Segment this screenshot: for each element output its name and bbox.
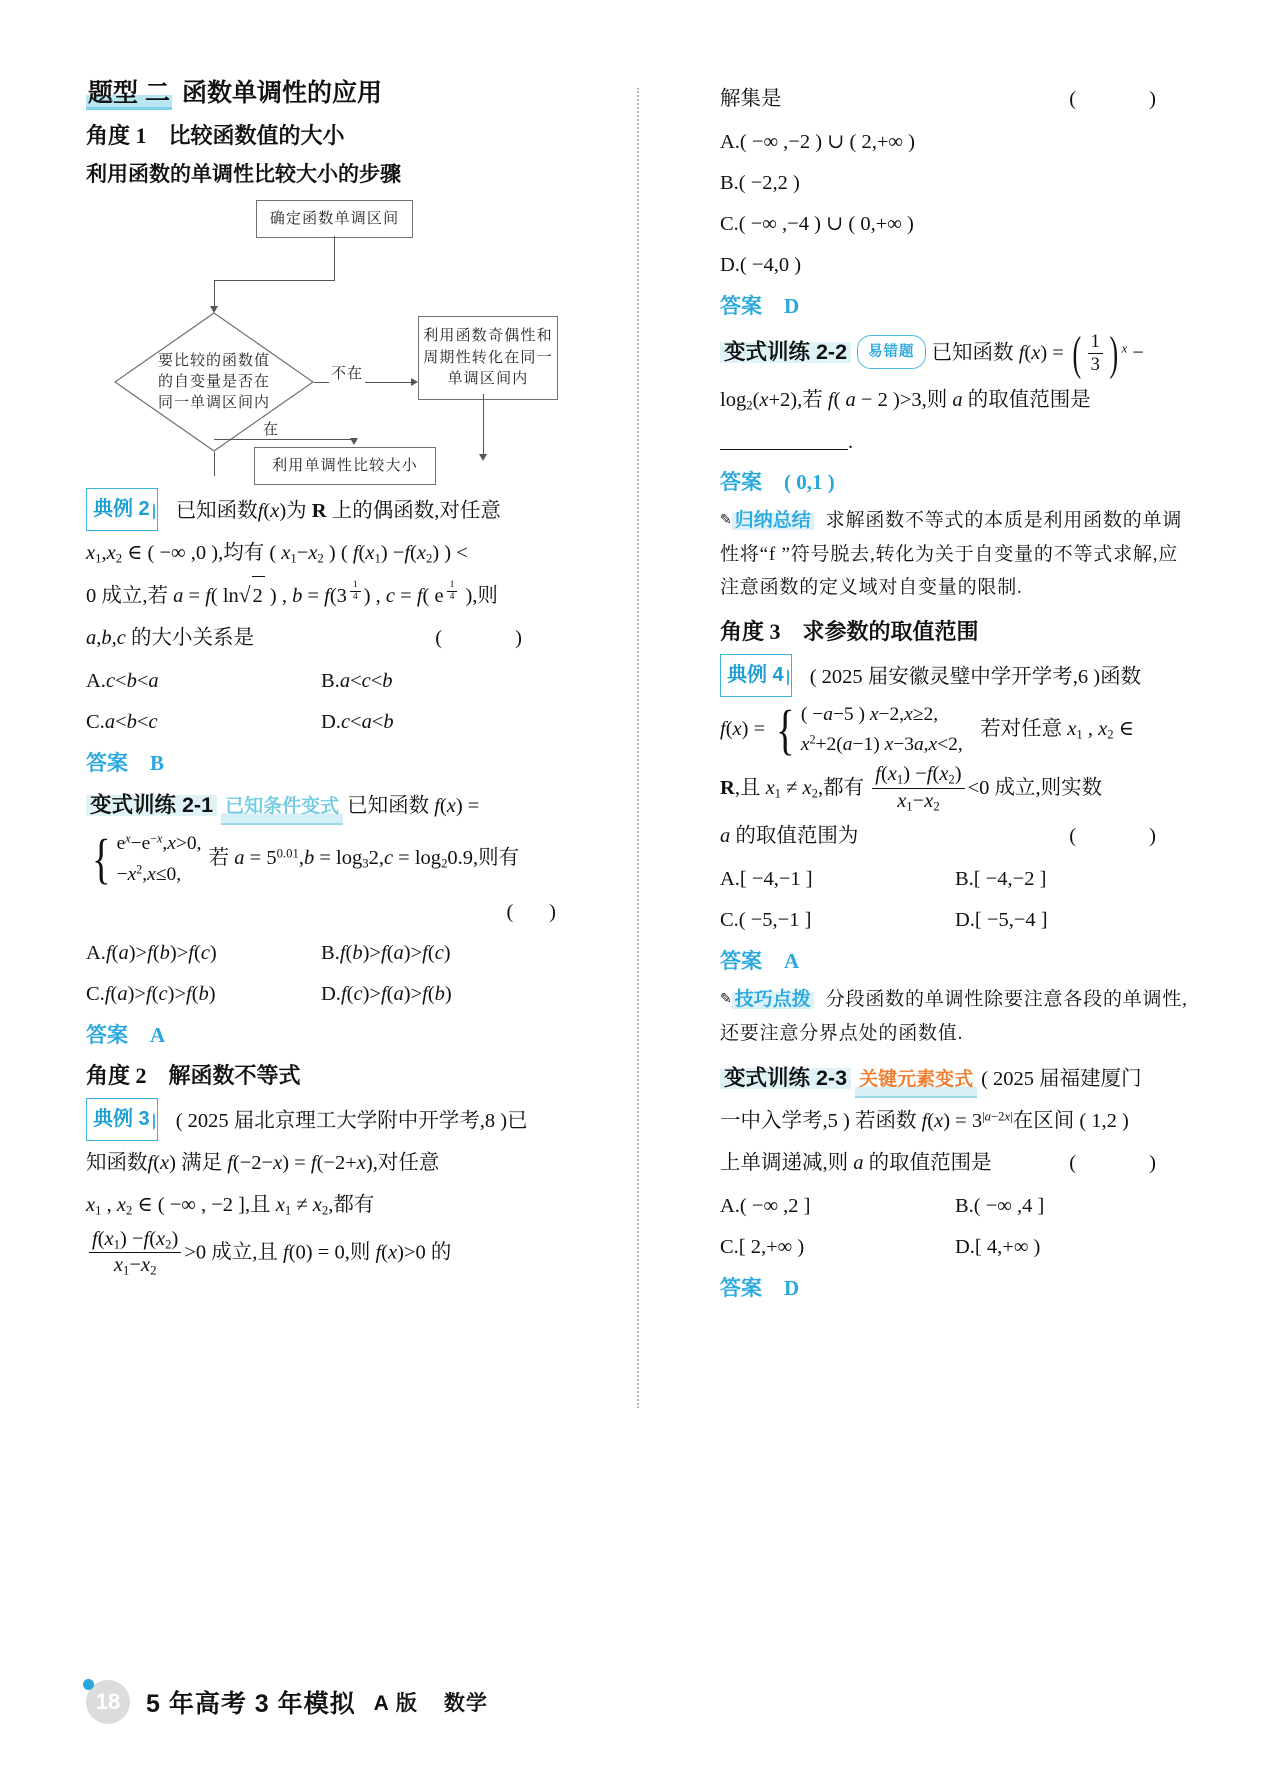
brace-icon: {: [776, 698, 795, 760]
variant-2-3-body: 一中入学考,5 ) 若函数 $f(x) = 3^{|a-2x|}$在区间 ( 1,2 ): [720, 1109, 1129, 1133]
variant-2-1-options-row2: [86, 974, 556, 1015]
answer-paren: ( ): [1069, 1152, 1190, 1175]
answer-label: 答案: [720, 950, 762, 974]
flow-connector: [483, 394, 484, 457]
piecewise-row-1: $e^x-e^{-x},x>0$,: [116, 832, 202, 855]
example-3-text-a: 知函数: [86, 1151, 148, 1174]
example-2-text-f: ,则: [472, 585, 498, 608]
brace-icon: {: [91, 828, 111, 890]
variant-2-1-intro: 已知函数: [347, 795, 430, 818]
option-c[interactable]: C.[ 2,+∞ ): [720, 1236, 805, 1259]
sqrt-2: √ 2: [239, 576, 265, 617]
flow-decision: [114, 312, 314, 452]
summary-box: [720, 504, 1190, 604]
angle-2-number: 角度 2: [86, 1062, 147, 1088]
answer-label: 答案: [720, 294, 762, 318]
example-3-text-b: 满足: [181, 1151, 223, 1174]
summary-text: 求解函数不等式的本质是利用函数的单调性将“f ”符号脱去,转化为关于自变量的不等式求解,应注意函数的定义域对自变量的限制.: [720, 510, 1183, 599]
difference-quotient: $\frac{f(x_1) -f(x_2)}{x_1-x_2}$: [872, 762, 964, 814]
option-d[interactable]: D.c<a<b: [321, 711, 394, 734]
example-3-text-g: ,则: [344, 1241, 371, 1264]
example-3-option-d[interactable]: D.( −4,0 ): [720, 253, 802, 276]
example-3-badge: 典例 3: [86, 1098, 158, 1141]
example-3-text-h: >0 的: [403, 1241, 452, 1264]
example-2-text-d: ,均有: [218, 542, 265, 565]
option-b[interactable]: B.f(b)>f(a)>f(c): [321, 941, 451, 964]
answer-value: A: [784, 949, 800, 974]
example-3-badge-wrap: [86, 1098, 170, 1142]
example-4: [720, 654, 1190, 698]
angle-3-heading: [720, 615, 1190, 646]
variant-2-1-answer: [86, 1019, 556, 1049]
footer-edition: A 版: [373, 1692, 418, 1715]
flow-arrow: [479, 454, 487, 461]
example-3-text-c: ,对任意: [372, 1151, 440, 1174]
variant-2-3: [720, 1060, 1190, 1098]
example-4-options-row1: [720, 859, 1190, 900]
substep-title: 利用函数的单调性比较大小的步骤: [86, 163, 401, 187]
fill-in-blank[interactable]: [720, 428, 848, 450]
angle-1-number: 角度 1: [86, 123, 147, 149]
variant-2-1-pill: 已知条件变式: [221, 791, 343, 825]
example-2-badge-wrap: [86, 488, 170, 532]
continued-stem-text: 解集是: [720, 88, 782, 110]
variant-2-1-body: { $e^x-e^{-x},x>0$, $-x^2,x\le 0$, 若 $a = 5^{0.01},b = \log_32,c = \log_20.9$,则有: [86, 829, 556, 889]
column-divider: [637, 88, 639, 1408]
flow-connector: [214, 439, 354, 440]
flow-connector: [214, 280, 215, 308]
accent-dot-icon: [83, 1679, 94, 1690]
page-number: [86, 1680, 130, 1724]
angle-1-heading: [86, 119, 556, 150]
variant-2-3-tail: 上单调递减,则 a 的取值范围是 ( ): [720, 1144, 1190, 1184]
variant-2-3-tag: 变式训练 2-3: [720, 1065, 851, 1091]
variant-2-3-tail-a: 上单调递减,则: [720, 1152, 849, 1175]
example-4-piecewise-line: f(x) = { ( −a−5 ) x−2,x≥2, $x^2+2(a-1)$ x−3a,x<2, 若对任意 $x_1$ , $x_2$ ∈: [720, 698, 1134, 760]
example-3-option-b[interactable]: B.( −2,2 ): [720, 171, 800, 194]
example-2-line3: 0 成立,若 a = f( ln √ 2 ) , b = f(3 $^{\frac{1}{4}}$ ) , c = f( e $^{\frac{1}{4}}$ ),则: [86, 576, 556, 617]
example-4-source: ( 2025 届安徽灵璧中学开学考,6 )函数: [809, 665, 1142, 688]
piecewise-function: [772, 700, 963, 760]
variant-2-2-intro: 已知函数: [931, 341, 1014, 364]
example-3-line2: $x_1$ , $x_2$ ∈ ( −∞ , −2 ],且 $x_1 \ne x_2$,都有: [86, 1193, 375, 1218]
example-3-line3: $\frac{f(x_1) -f(x_2)}{x_1-x_2}$ >0 成立,且 f(0) = 0,则 f(x)>0 的: [86, 1228, 556, 1280]
flow-box-right: 利用函数奇偶性和周期性转化在同一单调区间内: [418, 316, 558, 400]
option-a[interactable]: A.f(a)>f(b)>f(c): [86, 941, 217, 964]
variant-2-3-options-row2: [720, 1227, 1190, 1268]
section-heading: [86, 78, 556, 109]
page-footer: [86, 1680, 488, 1724]
continued-stem: [720, 80, 1190, 120]
flow-box-start: 确定函数单调区间: [256, 200, 413, 238]
footer-subject: 数学: [443, 1692, 488, 1715]
piecewise-row-1: ( −a−5 ) x−2,x≥2,: [800, 703, 939, 725]
flow-label-yes: 在: [261, 418, 281, 439]
option-a[interactable]: A.( −∞ ,2 ]: [720, 1195, 811, 1218]
variant-2-3-tail-b: 的取值范围是: [868, 1152, 992, 1175]
example-4-badge-wrap: [720, 654, 804, 698]
example-2-badge: 典例 2: [86, 488, 158, 531]
variant-2-2: 变式训练 2-2 易错题 已知函数 f(x) = ( $\frac{1}{3}$ ) $^x$ −: [720, 330, 1190, 377]
example-2-line2: $x_1,x_2$ ∈ ( −∞ ,0 ),均有 ( $x_1-x_2$ ) ( $f(x_1) -f(x_2)$ ) <: [86, 542, 468, 566]
answer-value: D: [784, 1276, 800, 1301]
flow-arrow: [350, 438, 358, 445]
tip-box: [720, 983, 1190, 1050]
option-c[interactable]: C.a<b<c: [86, 711, 158, 734]
flow-label-no: 不在: [329, 362, 365, 383]
difference-quotient: $\frac{f(x_1) -f(x_2)}{x_1-x_2}$: [89, 1227, 181, 1279]
answer-value: D: [784, 293, 800, 318]
left-column: [86, 78, 556, 1282]
piecewise-rows: [801, 700, 963, 760]
example-3-source: ( 2025 届北京理工大学附中开学考,8 )已: [175, 1109, 528, 1132]
example-4-answer: [720, 945, 1190, 975]
variant-2-3-pill: 关键元素变式: [855, 1064, 977, 1098]
example-3-text-e: ,都有: [328, 1193, 375, 1216]
example-4-options-row2: [720, 900, 1190, 941]
example-4-text-c: ,且: [734, 776, 761, 799]
variant-2-2-body: $\log_2(x+2)$,若 f( a − 2 )>3,则 a 的取值范围是: [720, 388, 1091, 413]
option-d[interactable]: D.[ −5,−4 ]: [955, 909, 1048, 932]
example-2-line4: a,b,c 的大小关系是 ( ): [86, 619, 556, 659]
variant-2-2-pill: 易错题: [857, 335, 926, 369]
answer-paren: ( ): [435, 627, 556, 650]
variant-2-2-text-c: >3,则: [899, 388, 948, 411]
example-2-options-row2: [86, 702, 556, 743]
example-2-answer: [86, 747, 556, 777]
variant-2-2-text-b: ,若: [797, 388, 823, 411]
example-4-text-b: ∈: [1118, 717, 1134, 740]
flowchart: [86, 194, 556, 484]
tip-text: 分段函数的单调性除要注意各段的单调性,还要注意分界点处的函数值.: [720, 989, 1188, 1044]
angle-3-text: 求参数的取值范围: [802, 618, 979, 644]
angle-1-text: 比较函数值的大小: [168, 123, 345, 149]
option-c[interactable]: C.f(a)>f(c)>f(b): [86, 982, 216, 1005]
variant-2-1-paren: ( ): [506, 900, 556, 923]
option-b[interactable]: B.a<c<b: [321, 670, 393, 693]
example-4-range-line: a 的取值范围为 ( ): [720, 817, 1190, 857]
example-3-option-a[interactable]: A.( −∞ ,−2 ) ∪ ( 2,+∞ ): [720, 130, 915, 153]
section-tag: 题型 二: [86, 79, 172, 110]
variant-2-2-answer: [720, 466, 1190, 496]
piecewise-rows: [117, 829, 202, 889]
answer-label: 答案: [86, 1023, 128, 1047]
summary-head: 归纳总结: [732, 510, 814, 531]
option-d[interactable]: D.[ 4,+∞ ): [955, 1236, 1041, 1259]
answer-value: ( 0,1 ): [784, 470, 835, 495]
example-4-badge: 典例 4: [720, 654, 792, 697]
variant-2-1-options-row1: [86, 933, 556, 974]
right-column: [720, 78, 1190, 1308]
answer-value: B: [150, 751, 165, 776]
page-number-value: 18: [95, 1689, 121, 1714]
flow-connector: [214, 452, 215, 476]
example-3-text-d: ,且: [245, 1193, 271, 1216]
pen-icon: ✎: [720, 513, 732, 529]
example-3-option-c[interactable]: C.( −∞ ,−4 ) ∪ ( 0,+∞ ): [720, 212, 914, 235]
example-2-text-a: 已知函数: [175, 500, 258, 523]
example-3-answer: [720, 290, 1190, 320]
variant-2-3-options-row1: [720, 1186, 1190, 1227]
variant-2-3-mid: 在区间 ( 1,2 ): [1012, 1110, 1129, 1133]
example-2-text-b: 为: [286, 500, 307, 523]
example-2: 典例 2 已知函数f(x)为 R 上的偶函数,对任意: [86, 488, 556, 532]
option-a[interactable]: A.[ −4,−1 ]: [720, 868, 813, 891]
answer-value: A: [150, 1022, 166, 1047]
flow-box-end: 利用单调性比较大小: [254, 447, 436, 485]
section-title: 函数单调性的应用: [181, 79, 382, 107]
angle-2-text: 解函数不等式: [168, 1062, 301, 1088]
example-4-text-e: <0 成立,则实数: [967, 776, 1103, 799]
example-2-text-e: 成立,若: [101, 585, 168, 608]
two-column-layout: [86, 78, 1190, 1438]
variant-2-2-tag: 变式训练 2-2: [720, 339, 851, 365]
option-c[interactable]: C.( −5,−1 ]: [720, 909, 812, 932]
flow-decision-label: 要比较的函数值的自变量是否在同一单调区间内: [157, 353, 270, 411]
variant-2-1-tag: 变式训练 2-1: [86, 792, 217, 818]
angle-3-number: 角度 3: [720, 618, 781, 644]
example-4-cond-line: R,且 $x_1 \ne x_2$,都有 $\frac{f(x_1) -f(x_2)}{x_1-x_2}$ <0 成立,则实数: [720, 763, 1103, 814]
angle-2-heading: [86, 1059, 556, 1090]
variant-2-3-answer: [720, 1272, 1190, 1302]
answer-label: 答案: [86, 752, 128, 776]
pen-icon: ✎: [720, 992, 732, 1008]
tip-head: 技巧点拨: [732, 989, 814, 1010]
example-4-text-a: 若对任意: [980, 717, 1063, 740]
example-4-text-f: 的取值范围为: [735, 825, 859, 848]
example-3-line1: 知函数f(x) 满足 f(−2−x) = f(−2+x),对任意: [86, 1151, 440, 1174]
flow-connector: [214, 280, 335, 281]
variant-2-1-tail: ,则有: [473, 847, 520, 870]
option-b[interactable]: B.[ −4,−2 ]: [955, 868, 1047, 891]
piecewise-row-2: $x^2+2(a-1)$ x−3a,x<2,: [800, 732, 963, 755]
big-paren-group: ( $\frac{1}{3}$ ): [1072, 328, 1119, 381]
example-3-text-f: >0 成立,且: [184, 1241, 278, 1264]
variant-2-2-text-d: 的取值范围是: [967, 388, 1091, 411]
example-2-text-g: 的大小关系是: [130, 627, 254, 650]
example-2-text-c: 上的偶函数,对任意: [331, 500, 501, 523]
option-b[interactable]: B.( −∞ ,4 ]: [955, 1195, 1045, 1218]
answer-label: 答案: [720, 1277, 762, 1301]
piecewise-row-2: $-x^2,x\le 0$,: [116, 862, 182, 885]
example-4-text-d: ,都有: [818, 776, 865, 799]
option-a[interactable]: A.c<b<a: [86, 670, 159, 693]
footer-title: 5 年高考 3 年模拟: [146, 1690, 356, 1718]
option-d[interactable]: D.f(c)>f(a)>f(b): [321, 982, 452, 1005]
answer-paren: ( ): [1069, 825, 1190, 848]
example-3: [86, 1098, 556, 1142]
piecewise-function: [88, 829, 202, 889]
answer-label: 答案: [720, 471, 762, 495]
variant-2-1-mid: 若: [208, 847, 230, 870]
variant-2-3-source: ( 2025 届福建厦门: [981, 1067, 1142, 1090]
variant-2-1: 变式训练 2-1 已知条件变式 已知函数 f(x) =: [86, 787, 556, 825]
flow-connector: [334, 236, 335, 280]
example-2-options-row1: [86, 661, 556, 702]
variant-2-2-minus: −: [1132, 341, 1144, 364]
variant-2-2-blank-line: .: [720, 423, 1190, 463]
answer-paren: ( ): [1069, 88, 1190, 110]
flow-arrow: [411, 378, 418, 386]
